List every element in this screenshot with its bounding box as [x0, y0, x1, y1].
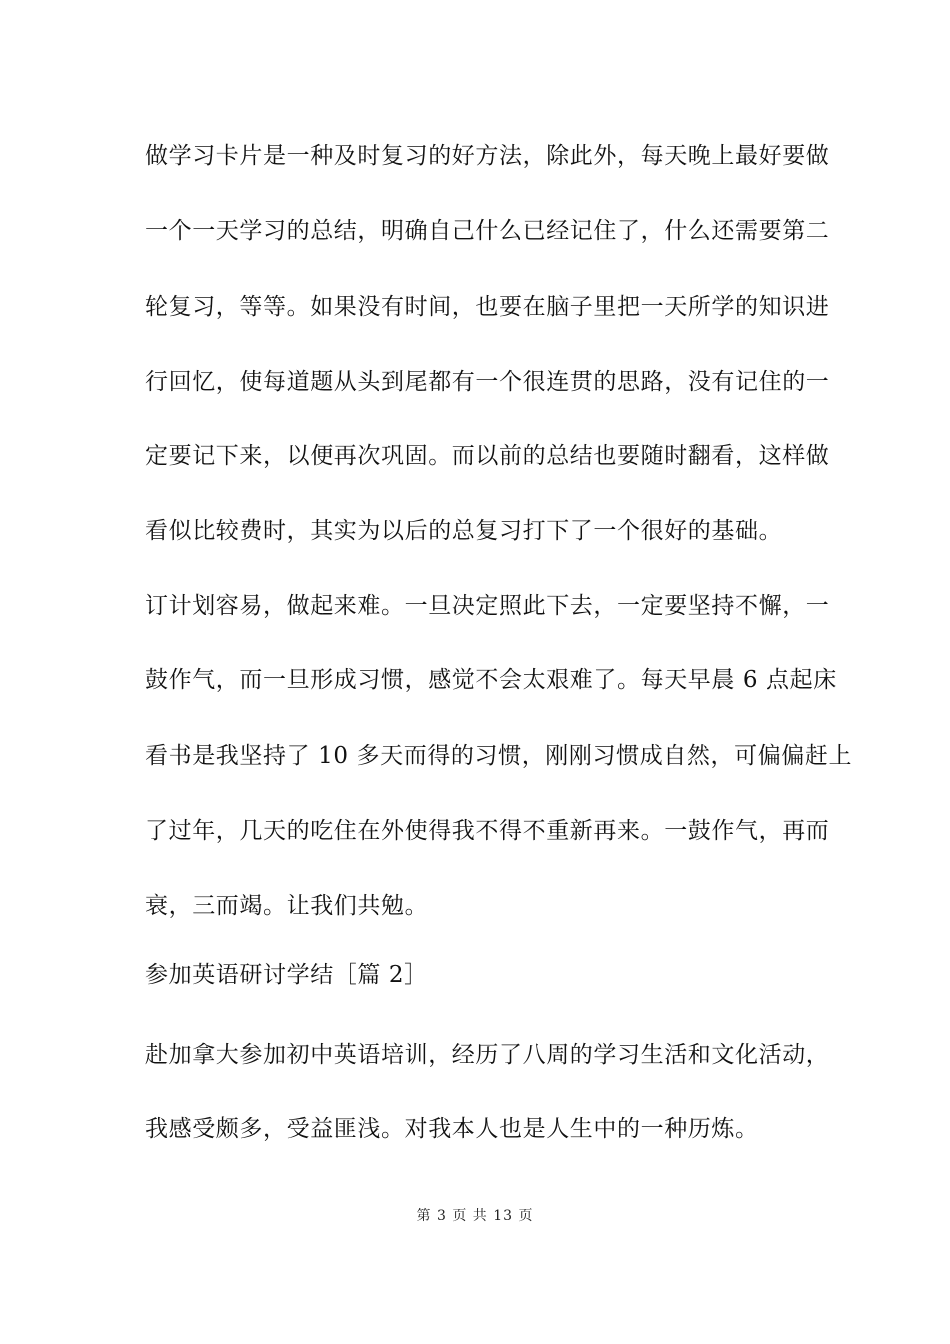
body-line: 定要记下来，以便再次巩固。而以前的总结也要随时翻看，这样做	[145, 443, 830, 469]
body-line: 一个一天学习的总结，明确自己什么已经记住了，什么还需要第二	[145, 218, 830, 244]
body-line: 订计划容易，做起来难。一旦决定照此下去，一定要坚持不懈，一	[145, 593, 830, 619]
body-line: 看书是我坚持了 10 多天而得的习惯，刚刚习惯成自然，可偏偏赶上	[145, 743, 853, 769]
current-page-number: 3	[436, 1208, 447, 1224]
body-line: 了过年，几天的吃住在外使得我不得不重新再来。一鼓作气，再而	[145, 818, 830, 844]
footer-prefix: 第	[416, 1208, 432, 1224]
body-line: 轮复习，等等。如果没有时间，也要在脑子里把一天所学的知识进	[145, 294, 830, 320]
body-line: 我感受颇多，受益匪浅。对我本人也是人生中的一种历炼。	[145, 1116, 759, 1142]
page-footer	[0, 1207, 950, 1225]
body-line: 看似比较费时，其实为以后的总复习打下了一个很好的基础。	[145, 518, 783, 544]
footer-mid: 页 共	[452, 1208, 488, 1224]
body-line: 做学习卡片是一种及时复习的好方法，除此外，每天晚上最好要做	[145, 143, 830, 169]
footer-suffix: 页	[518, 1208, 534, 1224]
body-line: 行回忆，使每道题从头到尾都有一个很连贯的思路，没有记住的一	[145, 369, 830, 395]
body-line: 衰，三而竭。让我们共勉。	[145, 893, 429, 919]
body-line: 赴加拿大参加初中英语培训，经历了八周的学习生活和文化活动，	[145, 1042, 830, 1068]
total-page-count: 13	[493, 1208, 514, 1224]
section-heading: 参加英语研讨学结［篇 2］	[145, 962, 428, 988]
body-line: 鼓作气，而一旦形成习惯，感觉不会太艰难了。每天早晨 6 点起床	[145, 667, 837, 693]
